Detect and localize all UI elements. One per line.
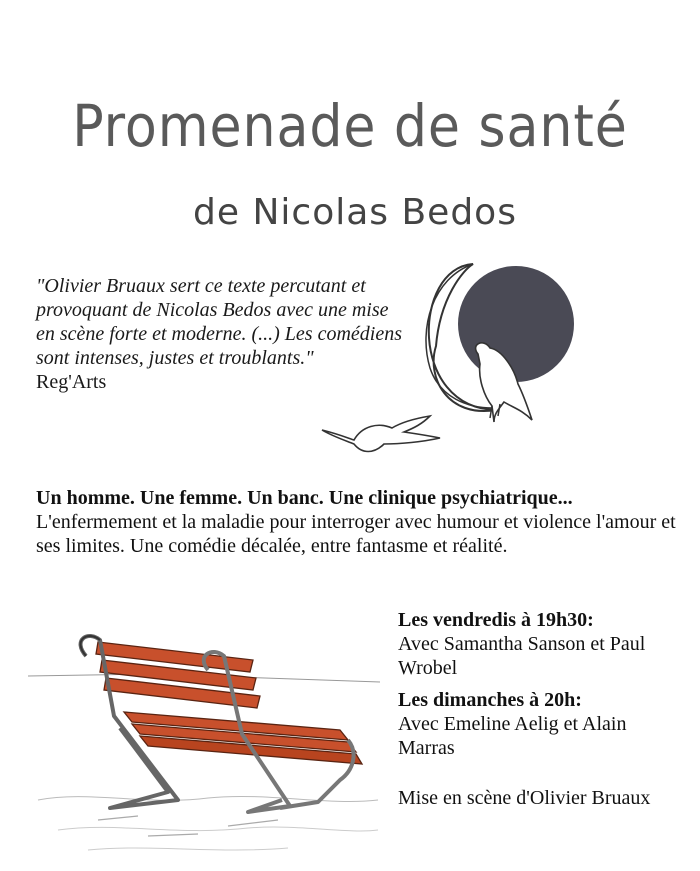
synopsis-body: L'enfermement et la maladie pour interroger avec humour et violence l'amour et ses limites. Une comédie décalée, entre fantasme et réalité. — [36, 511, 676, 557]
red-bench-illustration — [28, 630, 380, 860]
synopsis — [36, 486, 696, 558]
friday-cast: Avec Samantha Sanson et Paul Wrobel — [398, 633, 646, 679]
moon-bird-illustration — [318, 258, 580, 458]
quote-text: "Olivier Bruaux sert ce texte percutant et provoquant de Nicolas Bedos avec une mise en scène forte et moderne. (...) Les comédiens sont intenses, justes et troublants." — [36, 275, 402, 369]
quote-source: Reg'Arts — [36, 371, 107, 393]
sunday-schedule-label: Les dimanches à 20h: — [398, 689, 582, 711]
friday-schedule-label: Les vendredis à 19h30: — [398, 609, 594, 631]
direction-credit: Mise en scène d'Olivier Bruaux — [398, 787, 651, 809]
poster-subtitle: de Nicolas Bedos — [193, 192, 517, 233]
synopsis-lead: Un homme. Une femme. Un banc. Une clinique psychiatrique... — [36, 487, 573, 509]
sunday-cast: Avec Emeline Aelig et Alain Marras — [398, 713, 627, 759]
poster-title: Promenade de santé — [72, 92, 628, 160]
schedule — [398, 608, 688, 810]
